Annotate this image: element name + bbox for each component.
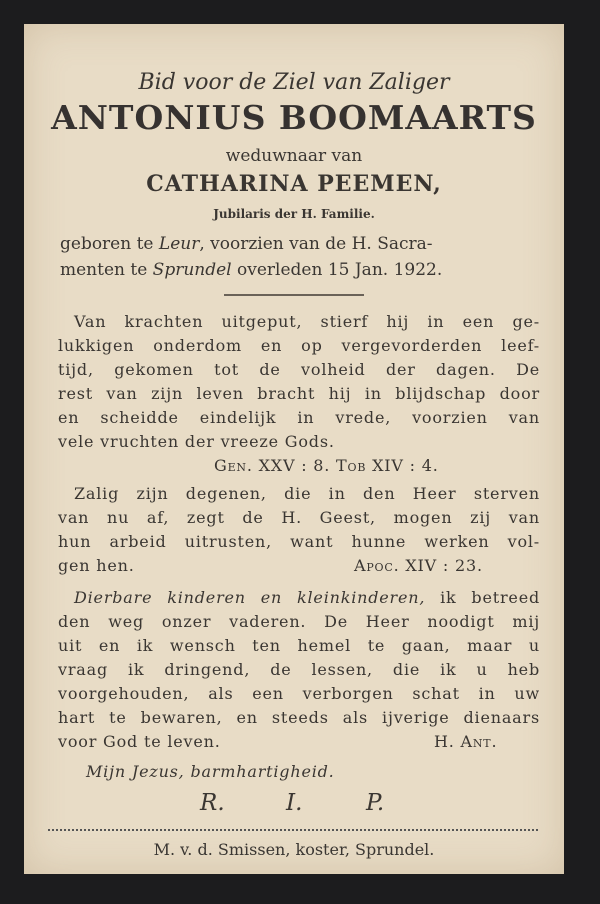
- para3-line: den weg onzer vaderen. De Heer noodigt mij: [58, 612, 540, 631]
- birth-line-2: [60, 260, 442, 280]
- para3-line: [74, 588, 540, 607]
- para3-line: voorgehouden, als een verborgen schat in uw: [58, 684, 540, 703]
- para3-line: voor God te leven.: [58, 732, 221, 751]
- dotted-separator: [48, 829, 538, 831]
- card-header: Bid voor de Ziel van Zaliger: [138, 70, 450, 95]
- prayer-line: Mijn Jezus, barmhartigheid.: [86, 762, 335, 781]
- para1-line: en scheidde eindelijk in vrede, voorzien van: [58, 408, 540, 427]
- para3-line: vraag ik dringend, de lessen, die ik u heb: [58, 660, 540, 679]
- para2-line: hun arbeid uitrusten, want hunne werken vol-: [58, 532, 540, 551]
- scripture-reference: Gen. XXV : 8. Tob XIV : 4.: [214, 456, 439, 475]
- para1-line: rest van zijn leven bracht hij in blijdschap door: [58, 384, 540, 403]
- para2-line: gen hen.: [58, 556, 135, 575]
- birth-text: geboren te: [60, 234, 159, 254]
- para1-line: Van krachten uitgeput, stierf hij in een ge-: [74, 312, 540, 331]
- para1-line: tijd, gekomen tot de volheid der dagen. De: [58, 360, 540, 379]
- para2-line: Zalig zijn degenen, die in den Heer sterven: [74, 484, 540, 503]
- birth-line-1: [60, 234, 433, 254]
- memorial-card: [24, 24, 564, 874]
- death-date-text: overleden 15 Jan. 1922.: [231, 260, 443, 280]
- scripture-reference: Apoc. XIV : 23.: [354, 556, 483, 575]
- jubilee-text: Jubilaris der H. Familie.: [213, 207, 375, 221]
- deceased-name: ANTONIUS BOOMAARTS: [51, 98, 537, 137]
- death-place: Sprundel: [152, 260, 232, 280]
- para3-line: uit en ik wensch ten hemel te gaan, maar u: [58, 636, 540, 655]
- widower-of-text: weduwnaar van: [225, 146, 363, 166]
- wife-name: CATHARINA PEEMEN,: [146, 171, 442, 197]
- para2-line: van nu af, zegt de H. Geest, mogen zij van: [58, 508, 540, 527]
- rip-r: R.: [200, 790, 225, 816]
- rip-i: I.: [286, 790, 303, 816]
- printer-footer: M. v. d. Smissen, koster, Sprundel.: [153, 840, 435, 859]
- para1-line: lukkigen onderdom en op vergevorderden leef-: [58, 336, 540, 355]
- divider-rule: [224, 294, 364, 296]
- para3-line: hart te bewaren, en steeds als ijverige dienaars: [58, 708, 540, 727]
- signature-reference: H. Ant.: [434, 732, 498, 751]
- birth-text: , voorzien van de H. Sacra-: [199, 234, 433, 254]
- para1-line: vele vruchten der vreeze Gods.: [58, 432, 335, 451]
- para3-address: Dierbare kinderen en kleinkinderen,: [74, 588, 426, 607]
- birth-place: Leur: [158, 234, 200, 254]
- birth-text: menten te: [60, 260, 153, 280]
- para3-text: ik betreed: [425, 588, 540, 607]
- rip-p: P.: [366, 790, 385, 816]
